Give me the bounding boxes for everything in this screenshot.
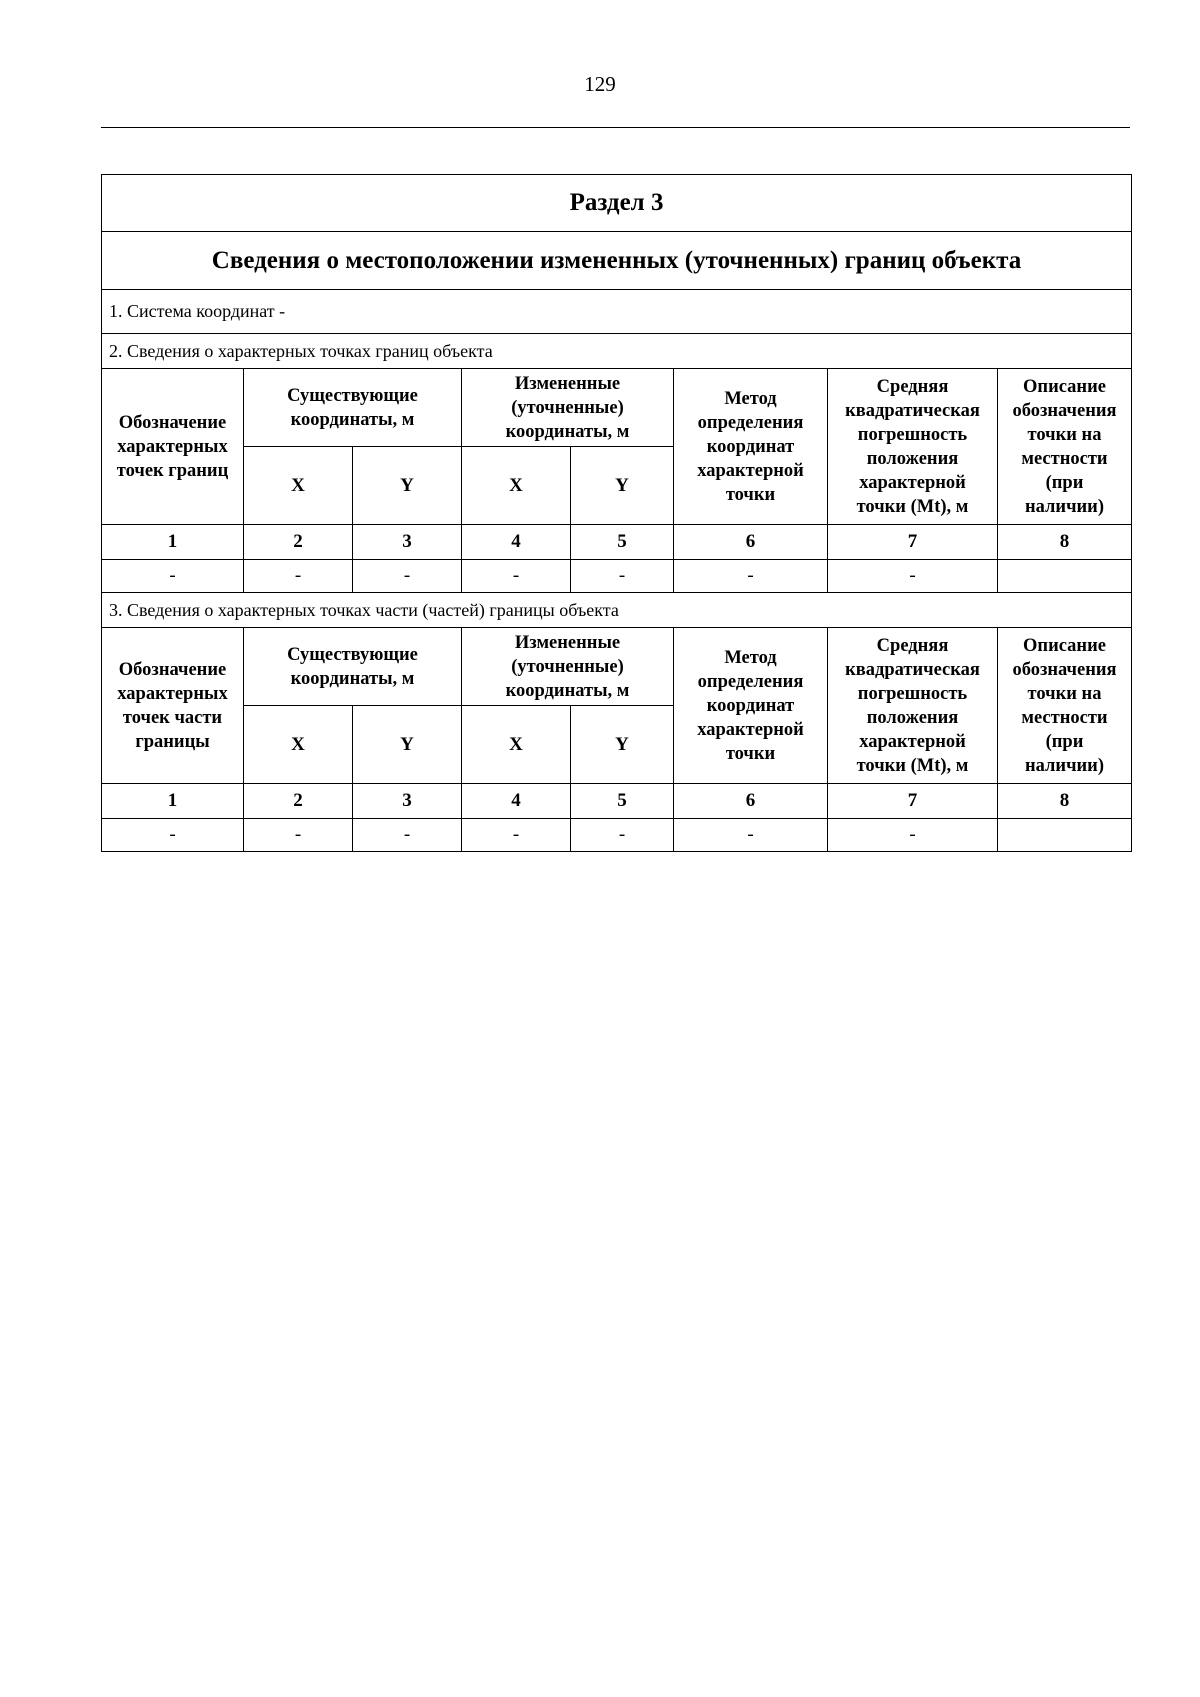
t2-header-changed: Измененные (уточненные) координаты, м xyxy=(462,628,674,706)
t1-cell: - xyxy=(674,560,828,593)
t2-cell xyxy=(998,819,1132,852)
t1-header-designation: Обозначение характерных точек границ xyxy=(102,369,244,525)
t2-header-existing-x: X xyxy=(244,706,353,784)
coord-system-row: 1. Система координат - xyxy=(102,290,1132,334)
t1-col-num: 2 xyxy=(244,525,353,560)
t1-cell: - xyxy=(828,560,998,593)
t2-table-row xyxy=(102,819,1132,852)
t2-col-num: 1 xyxy=(102,784,244,819)
t2-col-num: 8 xyxy=(998,784,1132,819)
t2-cell: - xyxy=(244,819,353,852)
t1-header-method: Метод определения координат характерной точки xyxy=(674,369,828,525)
t2-header-changed-y: Y xyxy=(571,706,674,784)
t2-header-designation: Обозначение характерных точек части границы xyxy=(102,628,244,784)
t1-col-num: 7 xyxy=(828,525,998,560)
t1-col-num: 1 xyxy=(102,525,244,560)
t2-header-existing-y: Y xyxy=(353,706,462,784)
t1-header-existing-x: X xyxy=(244,447,353,525)
t2-cell: - xyxy=(462,819,571,852)
t2-col-num: 2 xyxy=(244,784,353,819)
section-table xyxy=(101,174,1132,852)
header-rule xyxy=(101,127,1130,128)
t2-cell: - xyxy=(353,819,462,852)
t2-cell: - xyxy=(102,819,244,852)
t2-col-num: 5 xyxy=(571,784,674,819)
t1-cell: - xyxy=(571,560,674,593)
t1-col-num: 6 xyxy=(674,525,828,560)
t2-header-description: Описание обозначения точки на местности (при наличии) xyxy=(998,628,1132,784)
t2-header-method: Метод определения координат характерной точки xyxy=(674,628,828,784)
t1-col-num: 4 xyxy=(462,525,571,560)
t2-header-changed-x: X xyxy=(462,706,571,784)
t2-column-numbers xyxy=(102,784,1132,819)
section-title: Раздел 3 xyxy=(102,175,1132,232)
t1-col-num: 5 xyxy=(571,525,674,560)
t1-header-description: Описание обозначения точки на местности (при наличии) xyxy=(998,369,1132,525)
t2-cell: - xyxy=(828,819,998,852)
table2-caption: 3. Сведения о характерных точках части (частей) границы объекта xyxy=(102,593,1132,628)
t1-header-existing: Существующие координаты, м xyxy=(244,369,462,447)
t1-header-existing-y: Y xyxy=(353,447,462,525)
t2-cell: - xyxy=(674,819,828,852)
t1-cell xyxy=(998,560,1132,593)
t1-cell: - xyxy=(353,560,462,593)
t1-header-changed-x: X xyxy=(462,447,571,525)
t1-header-error: Средняя квадратическая погрешность положения характерной точки (Mt), м xyxy=(828,369,998,525)
t2-col-num: 3 xyxy=(353,784,462,819)
table1-caption: 2. Сведения о характерных точках границ объекта xyxy=(102,334,1132,369)
t2-col-num: 6 xyxy=(674,784,828,819)
t1-cell: - xyxy=(244,560,353,593)
t1-col-num: 3 xyxy=(353,525,462,560)
t2-col-num: 7 xyxy=(828,784,998,819)
t2-col-num: 4 xyxy=(462,784,571,819)
t1-col-num: 8 xyxy=(998,525,1132,560)
t1-table-row xyxy=(102,560,1132,593)
t2-cell: - xyxy=(571,819,674,852)
t1-header-changed-y: Y xyxy=(571,447,674,525)
t2-header-existing: Существующие координаты, м xyxy=(244,628,462,706)
t1-column-numbers xyxy=(102,525,1132,560)
t1-cell: - xyxy=(462,560,571,593)
t1-cell: - xyxy=(102,560,244,593)
page-number: 129 xyxy=(584,72,616,96)
section-subtitle: Сведения о местоположении измененных (уточненных) границ объекта xyxy=(102,232,1132,290)
t2-header-error: Средняя квадратическая погрешность положения характерной точки (Mt), м xyxy=(828,628,998,784)
t1-header-changed: Измененные (уточненные) координаты, м xyxy=(462,369,674,447)
